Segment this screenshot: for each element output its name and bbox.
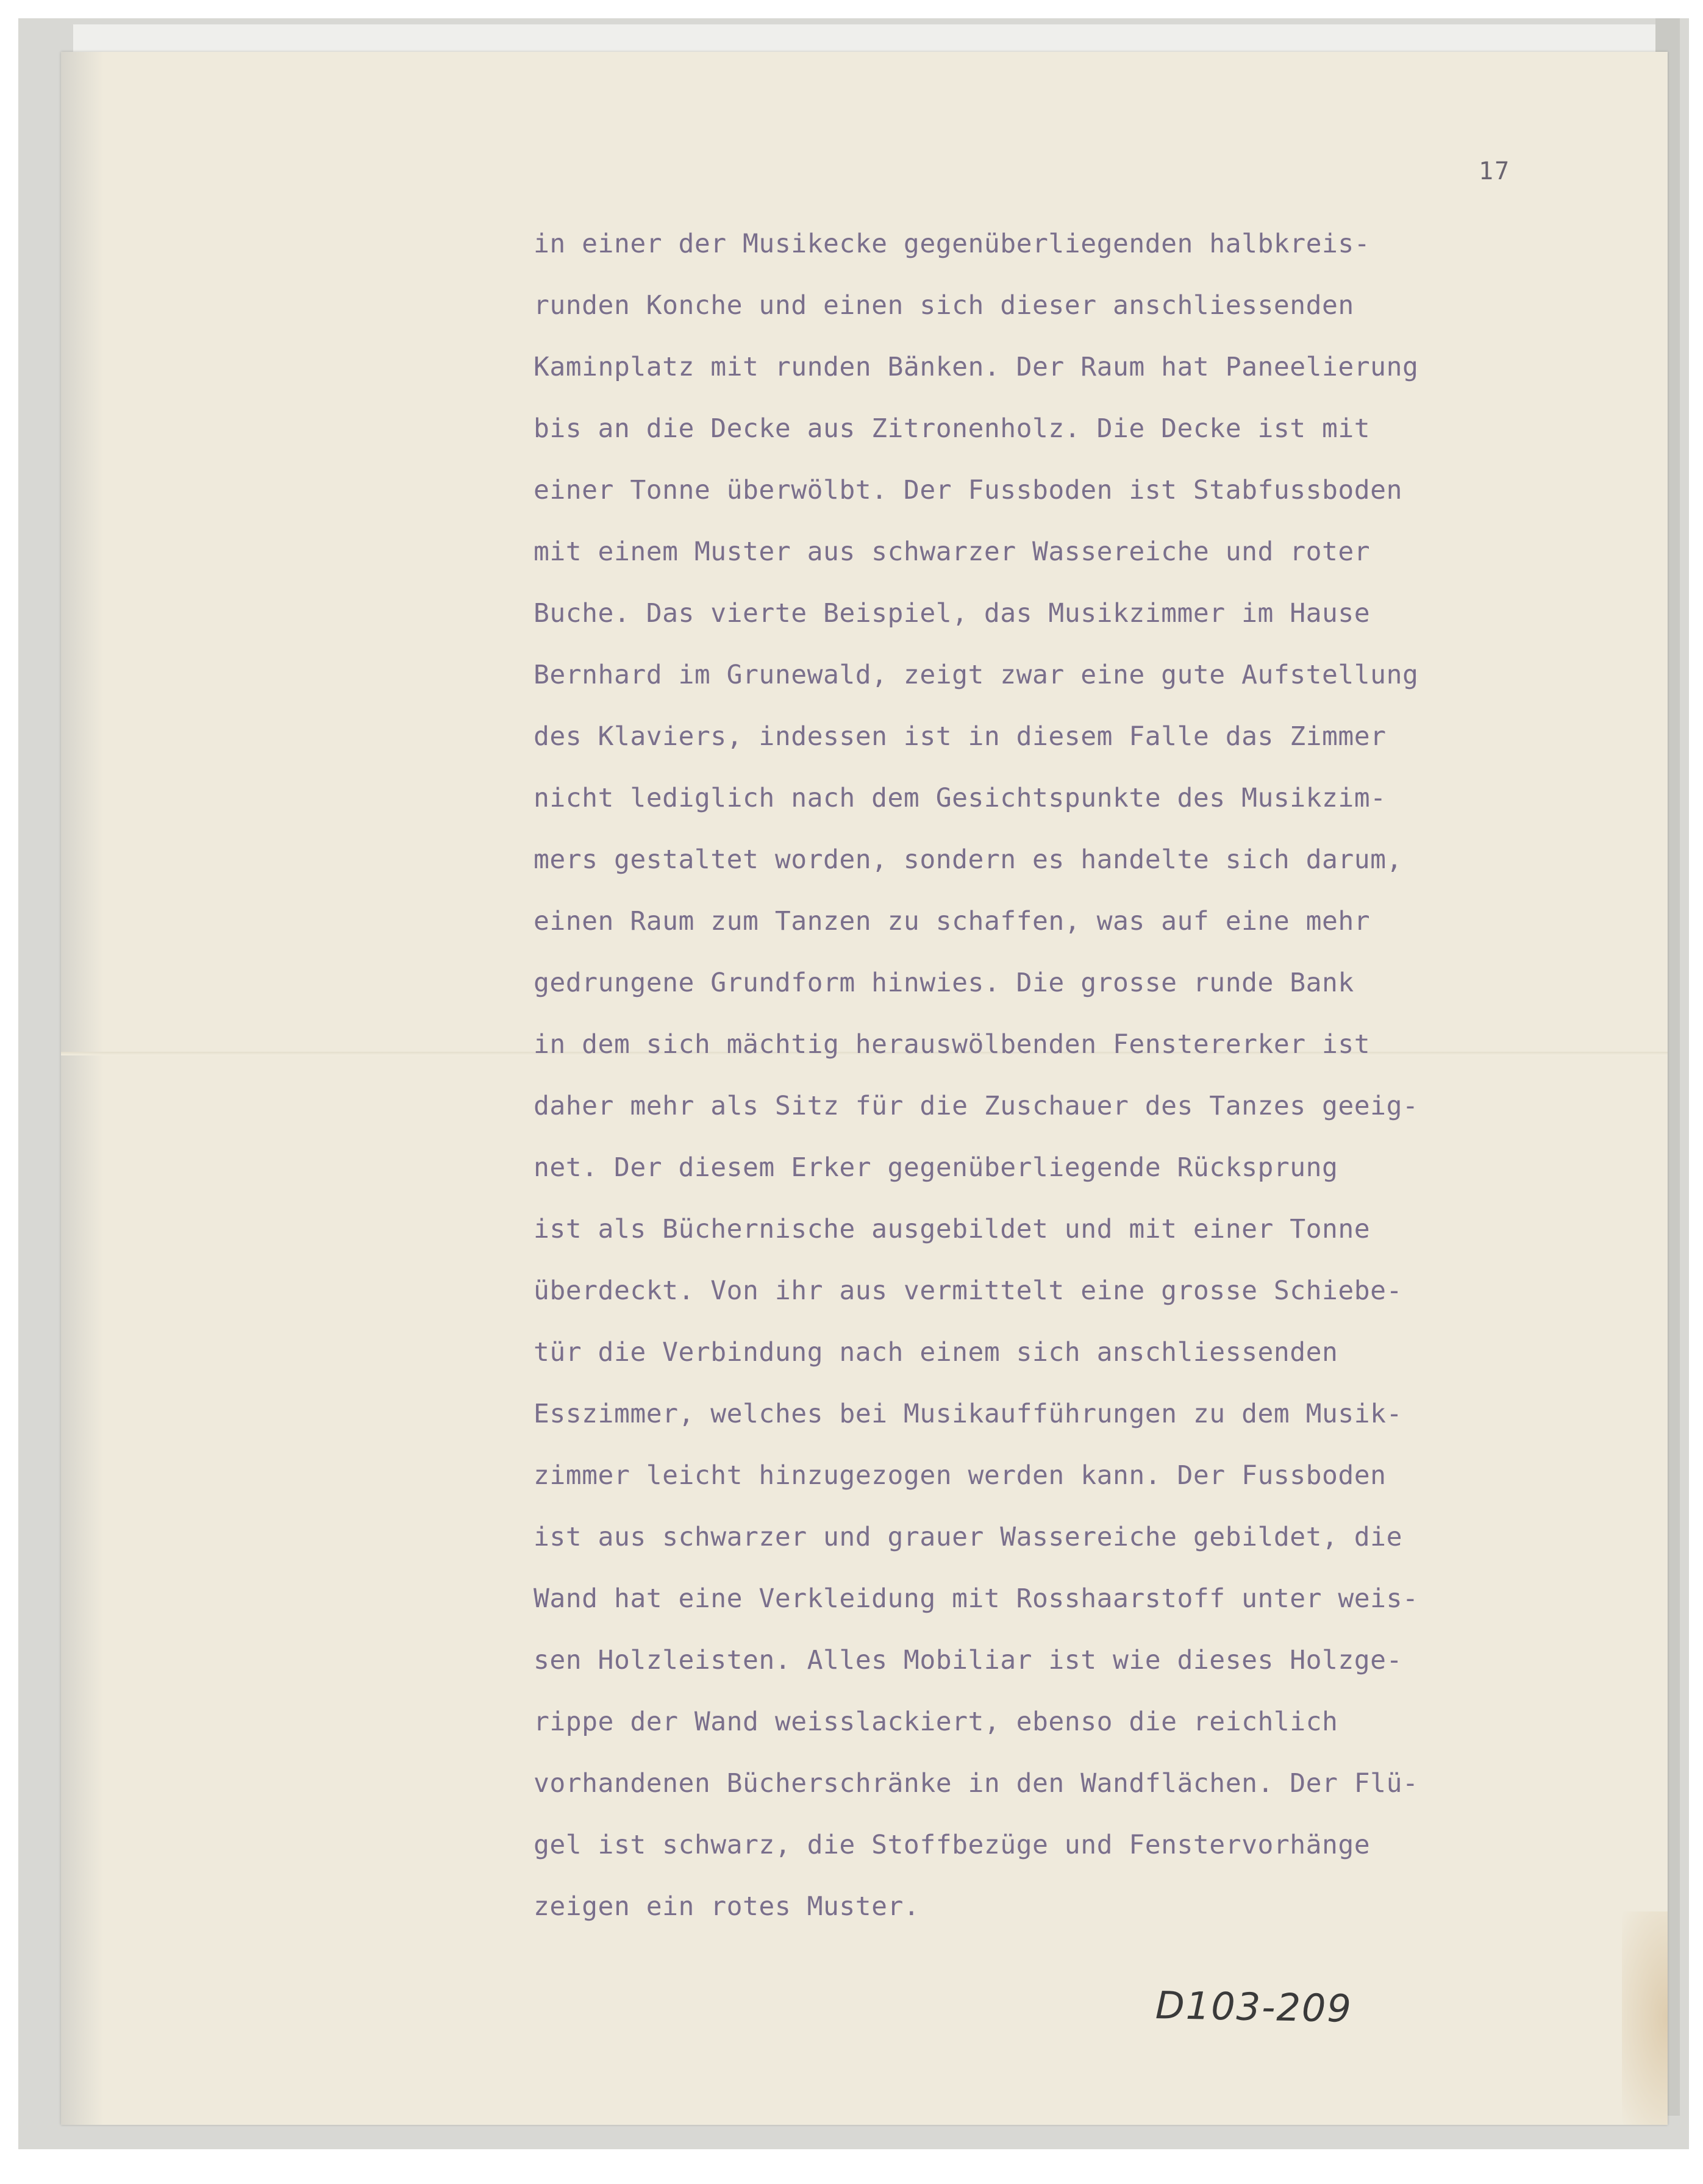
text-line: mit einem Muster aus schwarzer Wassereiche und roter bbox=[534, 537, 1371, 567]
text-line: daher mehr als Sitz für die Zuschauer des Tanzes geeig- bbox=[534, 1091, 1419, 1121]
text-line: Wand hat eine Verkleidung mit Rosshaarstoff unter weis- bbox=[534, 1583, 1419, 1614]
text-line: Esszimmer, welches bei Musikaufführungen zu dem Musik- bbox=[534, 1399, 1402, 1429]
page-stain bbox=[1622, 1911, 1668, 2125]
text-line: runden Konche und einen sich dieser anschliessenden bbox=[534, 290, 1354, 321]
text-line: zimmer leicht hinzugezogen werden kann. Der Fussboden bbox=[534, 1460, 1387, 1491]
page-left-edge-shadow bbox=[61, 52, 104, 2125]
text-line: ist als Büchernische ausgebildet und mit einer Tonne bbox=[534, 1214, 1371, 1244]
body-text bbox=[534, 213, 1625, 1938]
text-line: Buche. Das vierte Beispiel, das Musikzimmer im Hause bbox=[534, 598, 1371, 629]
page-number: 17 bbox=[1479, 157, 1511, 185]
text-line: bis an die Decke aus Zitronenholz. Die Decke ist mit bbox=[534, 413, 1371, 444]
text-line: mers gestaltet worden, sondern es handelte sich darum, bbox=[534, 844, 1402, 875]
text-line: vorhandenen Bücherschränke in den Wandflächen. Der Flü- bbox=[534, 1768, 1419, 1799]
text-line: nicht lediglich nach dem Gesichtspunkte des Musikzim- bbox=[534, 783, 1387, 813]
text-line: einen Raum zum Tanzen zu schaffen, was auf eine mehr bbox=[534, 906, 1371, 937]
text-line: einer Tonne überwölbt. Der Fussboden ist Stabfussboden bbox=[534, 475, 1402, 505]
text-line: Kaminplatz mit runden Bänken. Der Raum hat Paneelierung bbox=[534, 352, 1419, 382]
text-line: tür die Verbindung nach einem sich anschliessenden bbox=[534, 1337, 1338, 1368]
text-line: rippe der Wand weisslackiert, ebenso die reichlich bbox=[534, 1707, 1338, 1737]
text-line: sen Holzleisten. Alles Mobiliar ist wie dieses Holzge- bbox=[534, 1645, 1402, 1675]
text-line: net. Der diesem Erker gegenüberliegende Rücksprung bbox=[534, 1152, 1338, 1183]
archive-mark-handwritten: D103-209 bbox=[1155, 1983, 1353, 2031]
text-line: zeigen ein rotes Muster. bbox=[534, 1891, 920, 1922]
text-line: ist aus schwarzer und grauer Wassereiche gebildet, die bbox=[534, 1522, 1402, 1552]
text-line: Bernhard im Grunewald, zeigt zwar eine gute Aufstellung bbox=[534, 660, 1419, 690]
text-line: in einer der Musikecke gegenüberliegenden halbkreis- bbox=[534, 229, 1371, 259]
text-line: in dem sich mächtig herauswölbenden Fenstererker ist bbox=[534, 1029, 1371, 1060]
text-line: überdeckt. Von ihr aus vermittelt eine grosse Schiebe- bbox=[534, 1276, 1402, 1306]
text-line: des Klaviers, indessen ist in diesem Falle das Zimmer bbox=[534, 721, 1387, 752]
text-line: gel ist schwarz, die Stoffbezüge und Fenstervorhänge bbox=[534, 1830, 1371, 1860]
text-line: gedrungene Grundform hinwies. Die grosse runde Bank bbox=[534, 968, 1354, 998]
